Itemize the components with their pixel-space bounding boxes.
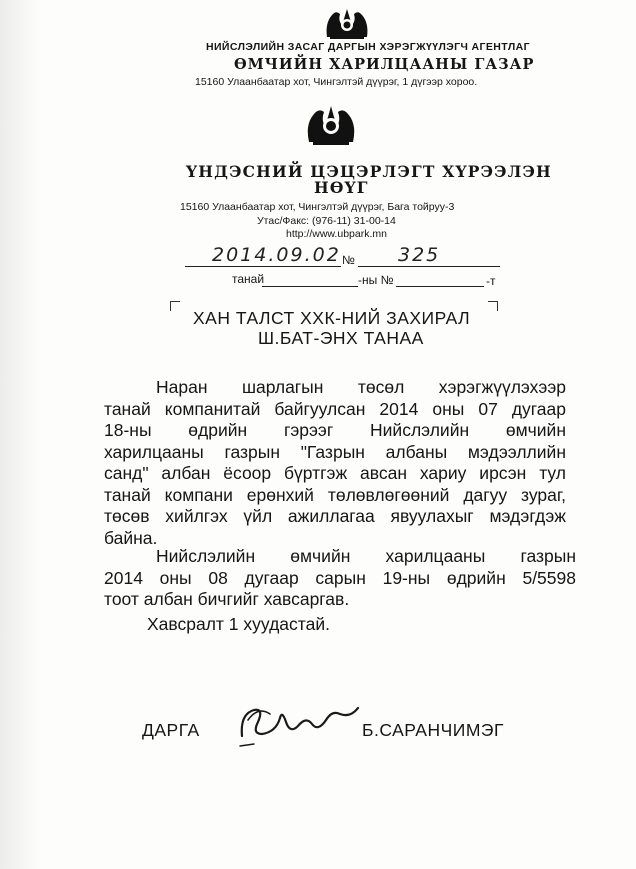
tanai-underline xyxy=(262,286,358,287)
number-underline xyxy=(358,266,500,267)
signatory-title: ДАРГА xyxy=(142,720,200,740)
p1-line: танай компани ерөнхий төлөвлөгөөний дагуу зураг, xyxy=(104,484,566,505)
ny-no-label: -ны № xyxy=(358,273,394,287)
org-name: ҮНДЭСНИЙ ЦЭЦЭРЛЭГТ ХҮРЭЭЛЭН xyxy=(186,162,552,181)
org-phone: Утас/Факс: (976-11) 31-00-14 xyxy=(257,215,396,227)
p2-line: Нийслэлийн өмчийн харилцааны газрын xyxy=(156,546,576,566)
date-underline xyxy=(185,266,341,267)
bracket-left xyxy=(170,301,180,311)
addressee-line1: ХАН ТАЛСТ ХХК-НИЙ ЗАХИРАЛ xyxy=(193,308,471,328)
t-label: -т xyxy=(486,274,496,288)
p1-line: харилцааны газрын "Газрын албаны мэдээллийн xyxy=(104,441,566,462)
body-paragraph-2 xyxy=(104,546,576,611)
handwritten-signature xyxy=(236,700,366,761)
ny-no-underline xyxy=(396,286,484,287)
p1-line: төсөв хийлгэх үйл ажиллагаа явуулахыг мэдэгдэж xyxy=(104,506,566,526)
addressee-line2: Ш.БАТ-ЭНХ ТАНАА xyxy=(258,328,424,348)
attachment-note: Хавсралт 1 хуудастай. xyxy=(147,614,330,634)
org-abbrev: НӨҮГ xyxy=(314,178,369,197)
tanai-label: танай xyxy=(232,272,265,286)
org-address: 15160 Улаанбаатар хот, Чингэлтэй дүүрэг, Бага тойруу-3 xyxy=(180,201,455,213)
soyombo-emblem-top xyxy=(322,5,372,41)
p1-line: байна. xyxy=(104,527,158,548)
p1-line: 18-ны өдрийн гэрээг Нийслэлийн өмчийн xyxy=(104,420,566,440)
scan-shadow xyxy=(0,0,40,869)
p2-line: 2014 оны 08 дугаар сарын 19-ны өдрийн 5/5598 xyxy=(104,567,576,588)
p1-line: санд" албан ёсоор бүртгэж авсан хариу ирсэн тул xyxy=(104,463,566,483)
agency-line: НИЙСЛЭЛИЙН ЗАСАГ ДАРГЫН ХЭРЭГЖҮҮЛЭГЧ АГЕНТЛАГ xyxy=(206,41,530,53)
p1-line: Наран шарлагын төсөл хэрэгжүүлэхээр xyxy=(156,377,566,397)
agency-address: 15160 Улаанбаатар хот, Чингэлтэй дүүрэг, 1 дүгээр хороо. xyxy=(195,76,478,88)
p1-line: танай компанитай байгуулсан 2014 оны 07 дугаар xyxy=(104,398,566,419)
body-paragraph-1 xyxy=(104,377,566,549)
number-label: № xyxy=(342,253,355,267)
soyombo-emblem-second xyxy=(303,100,359,148)
p2-line: тоот албан бичгийг хавсаргав. xyxy=(104,589,350,609)
bracket-right xyxy=(488,301,498,311)
signatory-name: Б.САРАНЧИМЭГ xyxy=(362,720,504,740)
org-web: http://www.ubpark.mn xyxy=(286,228,387,240)
handwritten-date: 2014.09.02 xyxy=(212,244,341,266)
handwritten-number: 325 xyxy=(398,244,441,266)
agency-name: ӨМЧИЙН ХАРИЛЦААНЫ ГАЗАР xyxy=(234,56,535,73)
